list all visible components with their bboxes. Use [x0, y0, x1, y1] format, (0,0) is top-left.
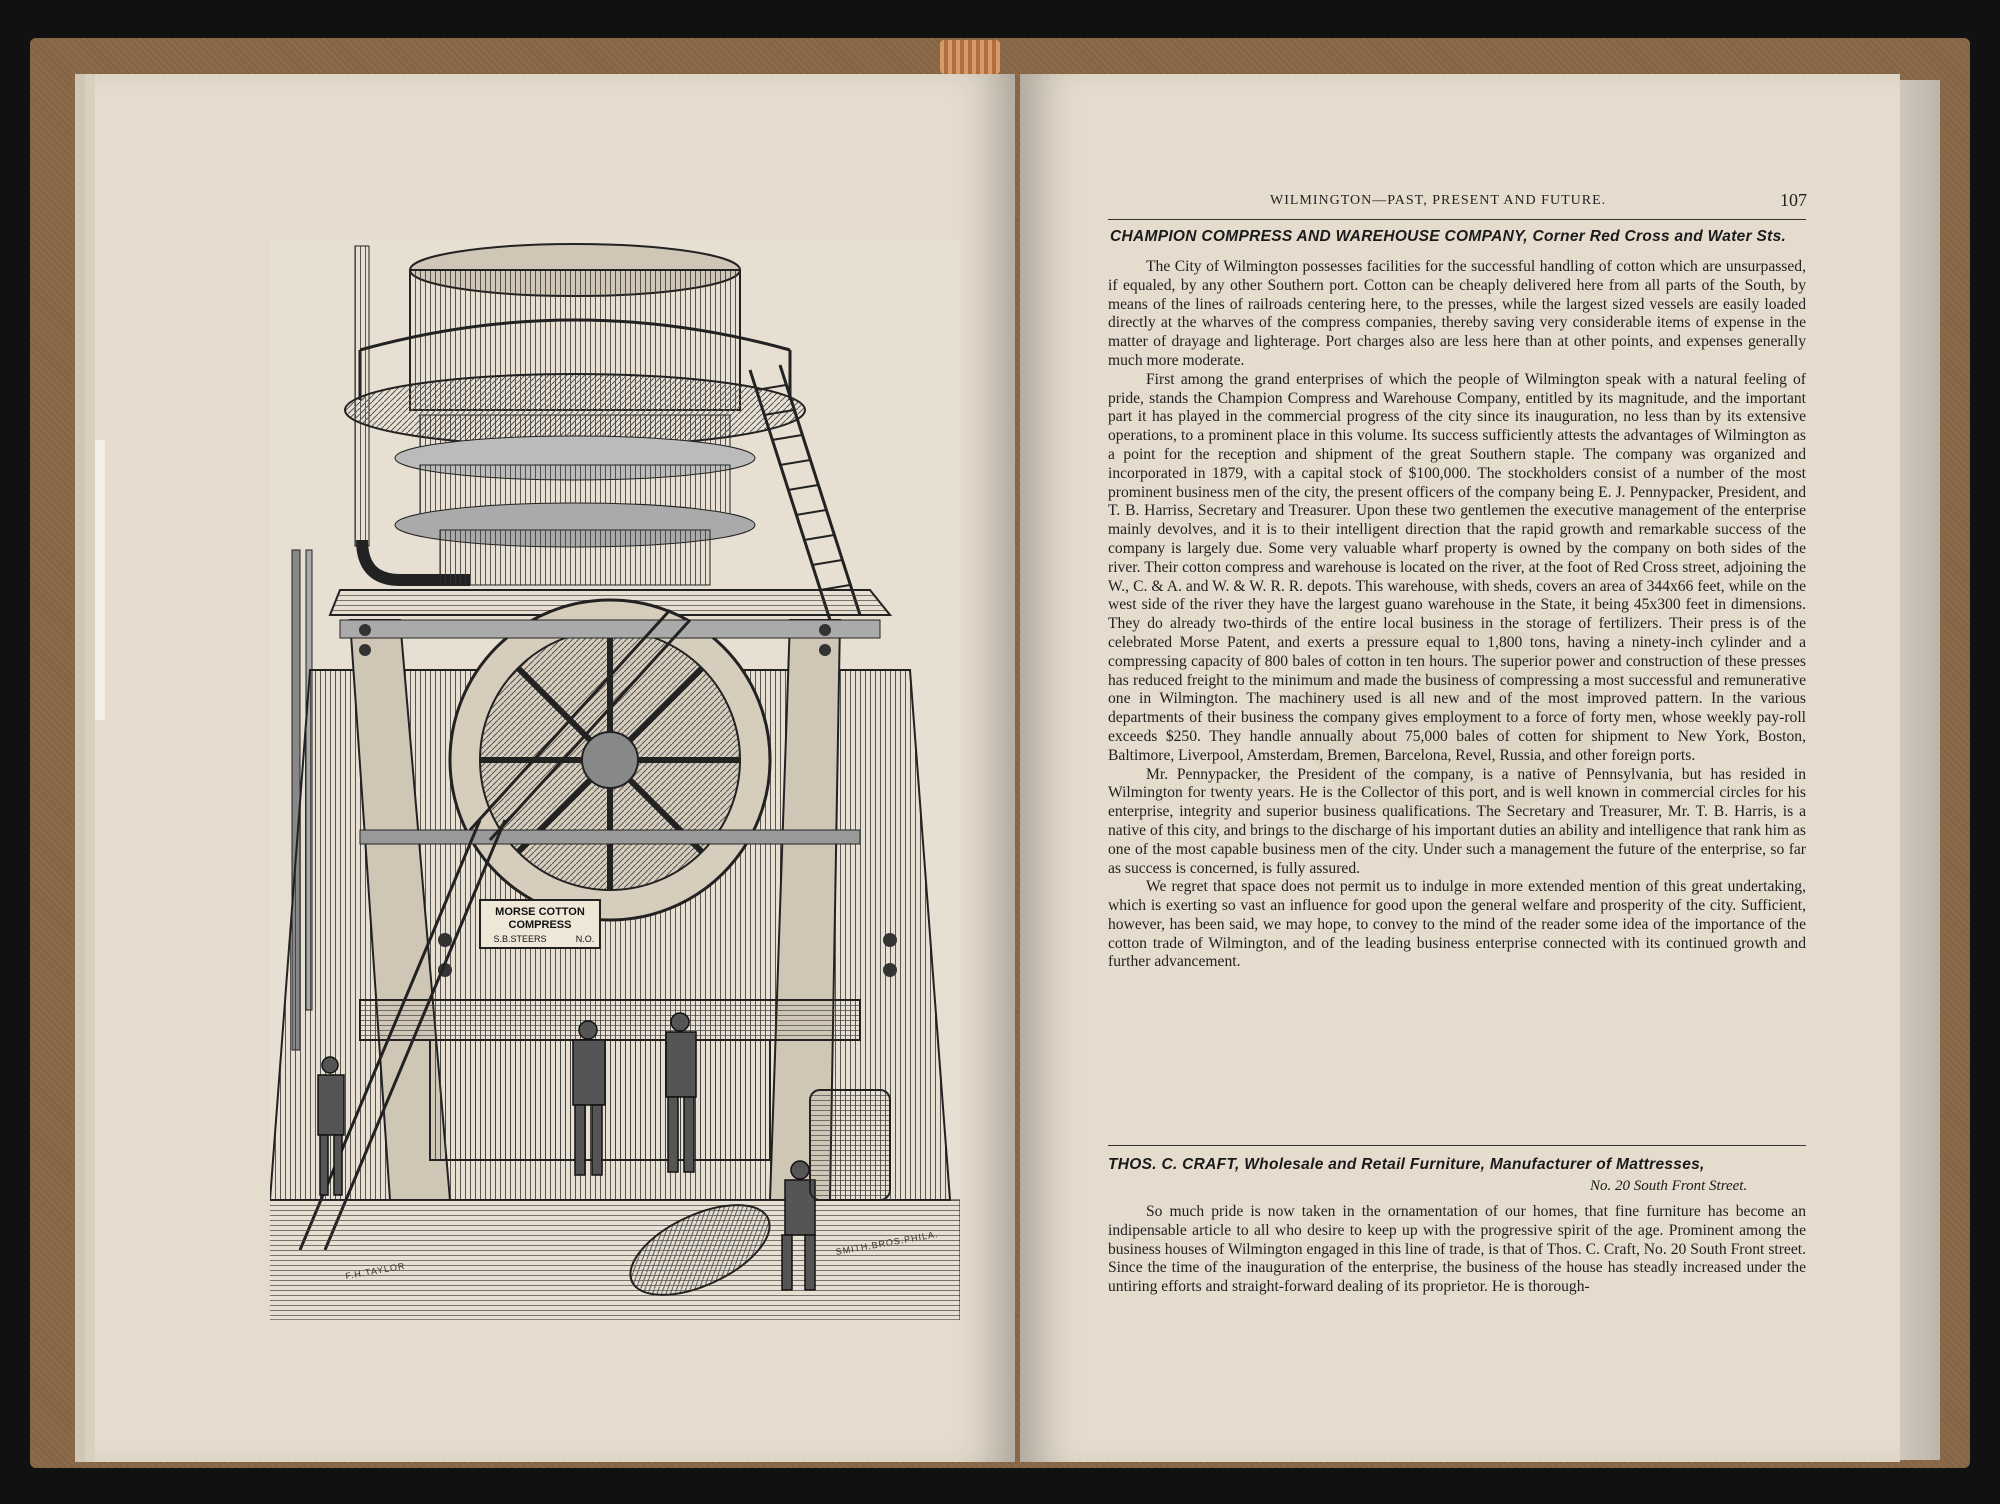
- section1-body: [1108, 258, 1806, 972]
- section2-paragraph: So much pride is now taken in the ornamentation of our homes, that fine furniture has become an indipensable article to all who desire to keep up with the progressive spirit of the age. Prominent among the business houses of Wilmington engaged in this line of trade, is that of Thos. C. Craft, No. 20 South Front street. Since the time of the inauguration of the enterprise, the business of the house has steadly increased under the untiring efforts and straight-forward dealing of its proprietor. He is thorough-: [1108, 1203, 1806, 1296]
- book-headband: [940, 40, 1000, 74]
- running-head: WILMINGTON—PAST, PRESENT AND FUTURE.: [1270, 193, 1607, 208]
- cotton-compress-engraving: [270, 240, 960, 1320]
- section2-address: No. 20 South Front Street.: [1590, 1178, 1748, 1194]
- sign-line-4: N.O.: [575, 934, 595, 944]
- section1-heading: CHAMPION COMPRESS AND WAREHOUSE COMPANY, Corner Red Cross and Water Sts.: [1110, 228, 1787, 245]
- page-tab-strip: [95, 440, 105, 720]
- section1-paragraph: The City of Wilmington possesses facilities for the successful handling of cotton which are unsurpassed, if equaled, by any other Southern port. Cotton can be cheaply delivered here from all parts of the South, by means of the lines of railroads centering here, to the presses, while the largest sized vessels are easily loaded directly at the wharves of the compress companies, thereby saving very considerable items of expense in the matter of drayage and lighterage. Port charges also are less here than at other points, and expenses generally much more moderate.: [1108, 258, 1806, 369]
- section1-paragraph: Mr. Pennypacker, the President of the company, is a native of Pennsylvania, but has resided in Wilmington for twenty years. He is the Collector of this port, and is well known in commercial circles for his enterprise, integrity and superior business qualifications. The Secretary and Treasurer, Mr. T. B. Harris, is a native of this city, and brings to the discharge of his important duties an ability and intelligence that rank him as one of the most capable business men of the city. Under such a management the future of the enterprise, so far as success is concerned, is fully assured.: [1108, 765, 1806, 877]
- sign-line-2: COMPRESS: [508, 919, 572, 931]
- section1-paragraph: We regret that space does not permit us to indulge in more extended mention of this great undertaking, which is exerting so vast an influence for good upon the general welfare and prosperity of the city. Sufficient, however, has been said, we may hope, to convey to the mind of the reader some idea of the importance of the cotton trade of Wilmington, and of the leading business enterprise connected with its continued growth and further advancement.: [1108, 878, 1806, 971]
- sign-line-1: MORSE COTTON: [495, 906, 585, 918]
- section2-body: [1108, 1203, 1806, 1297]
- section1-paragraph: First among the grand enterprises of which the people of Wilmington speak with a natural feeling of pride, stands the Champion Compress and Warehouse Company, entitled by its magnitude, and the important part it has played in the commercial progress of the city since its inauguration, no less than by its extensive operations, to a prominent place in this volume. Its success sufficiently attests the advantages of Wilmington as a point for the reception and shipment of the great Southern staple. The company was organized and incorporated in 1879, with a capital stock of $100,000. The stockholders consist of a number of the most prominent business men of the city, the present officers of the company being E. J. Pennypacker, President, and T. B. Harriss, Secretary and Treasurer. Upon these two gentlemen the executive management of the enterprise mainly devolves, and it is to their intelligent direction that the rapid growth and remarkable success of the company is largely due. Some very valuable wharf property is owned by the company on both sides of the river. Their cotton compress and warehouse is located on the river, at the foot of Red Cross street, adjoining the W., C. & A. and W. & W. R. R. depots. This warehouse, with sheds, covers an area of 344x66 feet, while on the west side of the river they have the largest guano warehouse in the State, it being 45x300 feet in dimensions. They do already two-thirds of the entire local business in the storage of fertilizers. Their press is of the celebrated Morse Patent, and exerts a pressure equal to 1,800 tons, having a ninety-inch cylinder and a compressing capacity of 800 bales of cotton in ten hours. The superior power and construction of these presses has reduced freight to the minimum and made the business of compressing a most successful and remunerative one in Wilmington. The machinery used is all new and of the most improved pattern. In the various departments of their business the company gives employment to a force of forty men, whose weekly pay-roll exceeds $250. They handle annually about 75,000 bales of cotten for shipment to New York, Boston, Baltimore, Liverpool, Amsterdam, Bremen, Barcelona, Revel, Russia, and other foreign ports.: [1108, 370, 1806, 764]
- section2-heading: THOS. C. CRAFT, Wholesale and Retail Furniture, Manufacturer of Mattresses,: [1108, 1156, 1705, 1173]
- page-number: 107: [1780, 190, 1807, 210]
- page-fore-edge: [1900, 80, 1940, 1460]
- sign-line-3: S.B.STEERS: [493, 934, 547, 944]
- section-rule: [1108, 1145, 1806, 1146]
- header-rule: [1108, 219, 1806, 220]
- engraver-credit: SMITH.BROS.PHILA.: [834, 1229, 940, 1257]
- artist-credit: F.H.TAYLOR: [344, 1260, 407, 1282]
